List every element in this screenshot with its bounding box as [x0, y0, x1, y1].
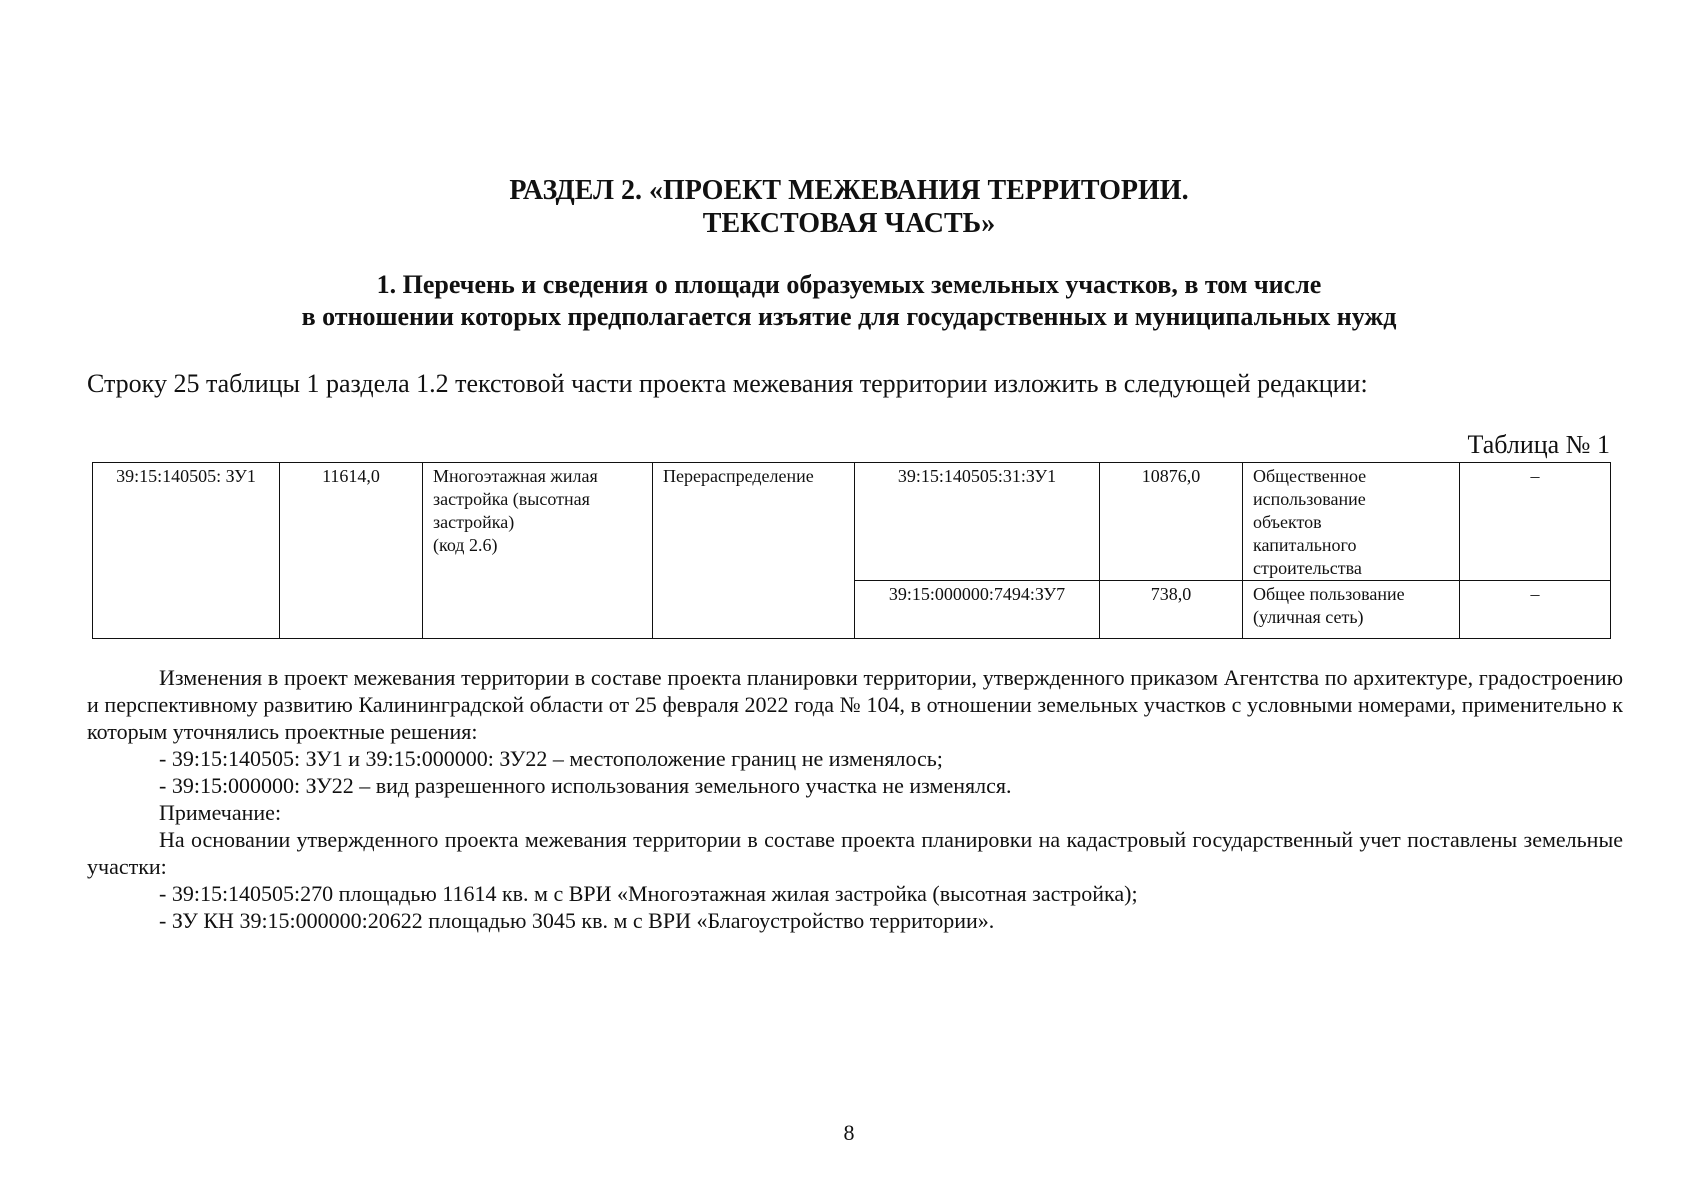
source-plot-cell: 39:15:140505:31:ЗУ1 [855, 463, 1100, 581]
list-item: - 39:15:140505:270 площадью 11614 кв. м с ВРИ «Многоэтажная жилая застройка (высотная застройка); [159, 881, 1138, 906]
permitted-use-line: застройка (высотная [433, 489, 590, 509]
source-use-line: использование [1253, 489, 1366, 509]
source-use-line: строительства [1253, 558, 1362, 578]
subsection-title-line1: 1. Перечень и сведения о площади образуемых земельных участков, в том числе [376, 270, 1322, 299]
note-paragraph: На основании утвержденного проекта межевания территории в составе проекта планировки на кадастровый государственный учет поставлены земельные участки: [87, 827, 1623, 879]
plot-area-cell: 11614,0 [280, 463, 423, 639]
note-label: Примечание: [159, 800, 282, 825]
plot-number-cell: 39:15:140505: ЗУ1 [93, 463, 280, 639]
list-item: - 39:15:140505: ЗУ1 и 39:15:000000: ЗУ22 – местоположение границ не изменялось; [159, 746, 943, 771]
permitted-use-line: (код 2.6) [433, 535, 498, 555]
changes-paragraph: Изменения в проект межевания территории в составе проекта планировки территории, утвержденного приказом Агентства по архитектуре, градостроению и перспективному развитию Калининградской области от 25 февраля 2022 года № 104, в отношении земельных участков с условными номерами, применительно к которым уточнялись проектные решения: [87, 665, 1623, 744]
source-area-cell: 738,0 [1100, 581, 1243, 639]
page-number: 8 [843, 1120, 855, 1145]
permitted-use-line: застройка) [433, 512, 515, 532]
formation-method-cell: Перераспределение [653, 463, 855, 639]
note-cell: – [1460, 463, 1611, 581]
source-use-line: капитального [1253, 535, 1357, 555]
source-use-line: (уличная сеть) [1253, 607, 1364, 627]
intro-paragraph: Строку 25 таблицы 1 раздела 1.2 текстовой части проекта межевания территории изложить в следующей редакции: [87, 369, 1368, 398]
source-area-cell: 10876,0 [1100, 463, 1243, 581]
source-use-cell [1243, 581, 1460, 639]
permitted-use-line: Многоэтажная жилая [433, 466, 598, 486]
source-use-line: объектов [1253, 512, 1322, 532]
source-use-cell [1243, 463, 1460, 581]
section-title-line2: ТЕКСТОВАЯ ЧАСТЬ» [702, 208, 996, 239]
list-item: - 39:15:000000: ЗУ22 – вид разрешенного использования земельного участка не изменялся. [159, 773, 1012, 798]
body-text [87, 664, 1623, 934]
note-cell: – [1460, 581, 1611, 639]
source-use-line: Общее пользование [1253, 584, 1405, 604]
source-use-line: Общественное [1253, 466, 1367, 486]
table-row [93, 463, 1611, 581]
plots-table [92, 462, 1611, 639]
table-caption: Таблица № 1 [1467, 430, 1610, 459]
list-item: - ЗУ КН 39:15:000000:20622 площадью 3045 кв. м с ВРИ «Благоустройство территории». [159, 908, 995, 933]
source-plot-cell: 39:15:000000:7494:ЗУ7 [855, 581, 1100, 639]
section-title-line1: РАЗДЕЛ 2. «ПРОЕКТ МЕЖЕВАНИЯ ТЕРРИТОРИИ. [509, 175, 1189, 206]
subsection-title-line2: в отношении которых предполагается изъятие для государственных и муниципальных нужд [301, 302, 1397, 331]
permitted-use-cell [423, 463, 653, 639]
